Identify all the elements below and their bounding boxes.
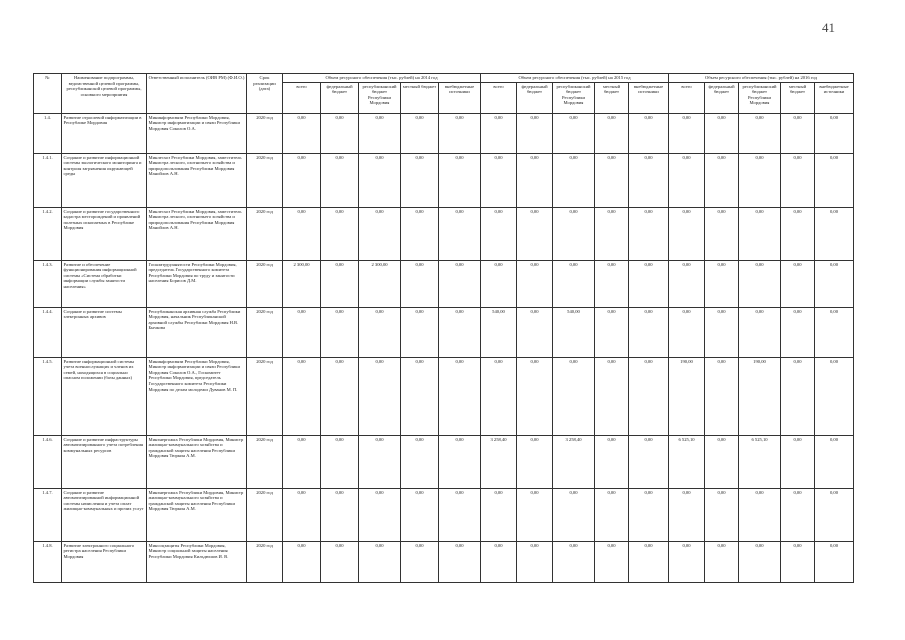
amount-cell: 0,00 xyxy=(739,541,781,582)
amount-cell: 0,00 xyxy=(517,357,553,435)
table-row xyxy=(34,260,854,307)
amount-cell: 0,00 xyxy=(669,153,705,207)
amount-cell: 0,00 xyxy=(705,488,739,541)
amount-cell: 0,00 xyxy=(517,153,553,207)
row-deadline: 2020 год xyxy=(247,488,283,541)
amount-cell: 0,00 xyxy=(815,260,854,307)
table-row xyxy=(34,435,854,488)
amount-cell: 0,00 xyxy=(359,153,401,207)
amount-cell: 0,00 xyxy=(705,307,739,357)
amount-cell: 0,00 xyxy=(669,307,705,357)
subheader-local: местный бюджет xyxy=(401,82,439,113)
amount-cell: 0,00 xyxy=(595,153,629,207)
amount-cell: 0,00 xyxy=(669,260,705,307)
amount-cell: 0,00 xyxy=(439,207,481,260)
header-2016: Объем ресурсного обеспечения (тыс. рублей) на 2016 год xyxy=(669,74,854,83)
amount-cell: 0,00 xyxy=(669,541,705,582)
row-responsible: Госкомтрудзанятости Республики Мордовия, председатель Государственного комитета Республики Мордовия по труду и занятости населения Борисов Д.М. xyxy=(147,260,247,307)
row-name: Создание и развитие автоматизированной информационной системы начисления и учета оплат жилищно-коммунальных и прочих услуг xyxy=(62,488,147,541)
row-code: 1.4.6. xyxy=(34,435,62,488)
subheader-republic: республиканский бюджет Республики Мордовия xyxy=(359,82,401,113)
row-code: 1.4.3. xyxy=(34,260,62,307)
amount-cell: 0,00 xyxy=(481,541,517,582)
amount-cell: 0,00 xyxy=(517,488,553,541)
amount-cell: 0,00 xyxy=(629,307,669,357)
amount-cell: 6 525,10 xyxy=(739,435,781,488)
amount-cell: 0,00 xyxy=(815,488,854,541)
amount-cell: 0,00 xyxy=(781,207,815,260)
amount-cell: 0,00 xyxy=(781,307,815,357)
row-deadline: 2020 год xyxy=(247,260,283,307)
subheader-local: местный бюджет xyxy=(595,82,629,113)
amount-cell: 0,00 xyxy=(439,260,481,307)
amount-cell: 0,00 xyxy=(359,357,401,435)
header-2014: Объем ресурсного обеспечения (тыс. рублей) на 2014 год xyxy=(283,74,481,83)
amount-cell: 0,00 xyxy=(283,488,321,541)
subheader-extrabudget: внебюджетные источники xyxy=(629,82,669,113)
amount-cell: 0,00 xyxy=(439,153,481,207)
subheader-federal: федеральный бюджет xyxy=(517,82,553,113)
row-responsible: Минэнергожкх Республики Мордовия, Министр жилищно-коммунального хозяйства и гражданской защиты населения Республики Мордовия Тюркин А.М. xyxy=(147,488,247,541)
amount-cell: 0,00 xyxy=(401,113,439,153)
subheader-republic: республиканский бюджет Республики Мордовия xyxy=(739,82,781,113)
amount-cell: 0,00 xyxy=(321,307,359,357)
row-name: Создание и развитие инфраструктуры автоматизированного учета потребления коммунальных ресурсов xyxy=(62,435,147,488)
header-name: Наименование подпрограммы, ведомственной целевой программы, республиканской целевой программы, основного мероприятия xyxy=(62,74,147,114)
amount-cell: 0,00 xyxy=(401,541,439,582)
amount-cell: 0,00 xyxy=(669,113,705,153)
table-row xyxy=(34,153,854,207)
table-body xyxy=(34,113,854,582)
amount-cell: 0,00 xyxy=(705,153,739,207)
amount-cell: 0,00 xyxy=(815,541,854,582)
amount-cell: 0,00 xyxy=(705,357,739,435)
amount-cell: 0,00 xyxy=(553,153,595,207)
subheader-local: местный бюджет xyxy=(781,82,815,113)
page-number: 41 xyxy=(822,20,835,35)
amount-cell: 0,00 xyxy=(739,488,781,541)
amount-cell: 0,00 xyxy=(815,207,854,260)
amount-cell: 190,00 xyxy=(739,357,781,435)
amount-cell: 0,00 xyxy=(359,488,401,541)
amount-cell: 0,00 xyxy=(781,153,815,207)
amount-cell: 0,00 xyxy=(359,113,401,153)
amount-cell: 0,00 xyxy=(815,435,854,488)
amount-cell: 0,00 xyxy=(283,207,321,260)
amount-cell: 0,00 xyxy=(321,357,359,435)
amount-cell: 3 258,40 xyxy=(481,435,517,488)
amount-cell: 0,00 xyxy=(739,260,781,307)
subheader-federal: федеральный бюджет xyxy=(705,82,739,113)
subheader-extrabudget: внебюджетные источники xyxy=(439,82,481,113)
amount-cell: 0,00 xyxy=(481,113,517,153)
amount-cell: 2 300,00 xyxy=(359,260,401,307)
amount-cell: 0,00 xyxy=(705,260,739,307)
amount-cell: 0,00 xyxy=(401,153,439,207)
amount-cell: 0,00 xyxy=(595,357,629,435)
amount-cell: 0,00 xyxy=(595,113,629,153)
row-code: 1.4.7. xyxy=(34,488,62,541)
row-name: Создание и развитие информационной системы экологического мониторинга и контроля загрязнения окружающей среды xyxy=(62,153,147,207)
amount-cell: 0,00 xyxy=(815,307,854,357)
amount-cell: 0,00 xyxy=(401,435,439,488)
row-code: 1.4.8. xyxy=(34,541,62,582)
row-name: Создание и развитие государственного кадастра месторождений и проявлений полезных ископаемых в Республике Мордовия xyxy=(62,207,147,260)
amount-cell: 0,00 xyxy=(669,207,705,260)
amount-cell: 0,00 xyxy=(781,357,815,435)
amount-cell: 0,00 xyxy=(553,488,595,541)
amount-cell: 0,00 xyxy=(629,207,669,260)
subheader-federal: федеральный бюджет xyxy=(321,82,359,113)
amount-cell: 0,00 xyxy=(283,541,321,582)
amount-cell: 0,00 xyxy=(401,207,439,260)
amount-cell: 0,00 xyxy=(401,488,439,541)
subheader-republic: республиканский бюджет Республики Мордовия xyxy=(553,82,595,113)
amount-cell: 0,00 xyxy=(553,207,595,260)
row-responsible: Минэнергожкх Республики Мордовия, Министр жилищно-коммунального хозяйства и гражданской защиты населения Республики Мордовия Тюркин А.М. xyxy=(147,435,247,488)
amount-cell: 0,00 xyxy=(739,307,781,357)
amount-cell: 0,00 xyxy=(781,435,815,488)
header-deadline: Срок реализации (дата) xyxy=(247,74,283,114)
amount-cell: 0,00 xyxy=(481,207,517,260)
amount-cell: 0,00 xyxy=(595,260,629,307)
subheader-total: всего xyxy=(481,82,517,113)
row-code: 1.4.1. xyxy=(34,153,62,207)
amount-cell: 540,00 xyxy=(553,307,595,357)
amount-cell: 190,00 xyxy=(669,357,705,435)
amount-cell: 0,00 xyxy=(439,435,481,488)
row-deadline: 2020 год xyxy=(247,541,283,582)
amount-cell: 0,00 xyxy=(283,357,321,435)
header-responsible: Ответственный исполнитель (ОИВ РМ) (Ф.И.О.) xyxy=(147,74,247,114)
header-2015: Объем ресурсного обеспечения (тыс. рублей) на 2015 год xyxy=(481,74,669,83)
amount-cell: 0,00 xyxy=(439,357,481,435)
row-name: Развитие и обеспечение функционирования информационной системы «Система обработки информации службы занятости населения» xyxy=(62,260,147,307)
amount-cell: 0,00 xyxy=(321,260,359,307)
amount-cell: 0,00 xyxy=(321,435,359,488)
amount-cell: 0,00 xyxy=(401,260,439,307)
row-code: 1.4.2. xyxy=(34,207,62,260)
table-row xyxy=(34,541,854,582)
subheader-total: всего xyxy=(669,82,705,113)
row-name: Создание и развитие системы электронных архивов xyxy=(62,307,147,357)
amount-cell: 540,00 xyxy=(481,307,517,357)
row-responsible: Республиканская архивная служба Республики Мордовия, начальник Республиканской архивной службы Республики Мордовия Н.В. Бычкова xyxy=(147,307,247,357)
amount-cell: 0,00 xyxy=(739,113,781,153)
amount-cell: 2 300,00 xyxy=(283,260,321,307)
amount-cell: 0,00 xyxy=(595,541,629,582)
amount-cell: 0,00 xyxy=(781,260,815,307)
amount-cell: 0,00 xyxy=(517,435,553,488)
header-row-groups xyxy=(34,74,854,83)
amount-cell: 0,00 xyxy=(359,435,401,488)
amount-cell: 0,00 xyxy=(283,113,321,153)
row-name: Развитие электронного социального регистра населения Республики Мордовия xyxy=(62,541,147,582)
amount-cell: 0,00 xyxy=(283,435,321,488)
amount-cell: 0,00 xyxy=(481,488,517,541)
row-deadline: 2020 год xyxy=(247,435,283,488)
amount-cell: 0,00 xyxy=(359,541,401,582)
amount-cell: 0,00 xyxy=(553,541,595,582)
amount-cell: 0,00 xyxy=(401,357,439,435)
row-deadline: 2020 год xyxy=(247,207,283,260)
amount-cell: 0,00 xyxy=(283,307,321,357)
amount-cell: 0,00 xyxy=(401,307,439,357)
amount-cell: 0,00 xyxy=(781,488,815,541)
budget-table xyxy=(33,73,854,583)
amount-cell: 0,00 xyxy=(781,541,815,582)
row-responsible: Мининформсвязи Республики Мордовия, Министр информатизации и связи Республики Мордовия Соколов О.А. xyxy=(147,113,247,153)
subheader-extrabudget: внебюджетные источники xyxy=(815,82,854,113)
amount-cell: 0,00 xyxy=(705,207,739,260)
amount-cell: 0,00 xyxy=(321,541,359,582)
amount-cell: 0,00 xyxy=(815,153,854,207)
subheader-total: всего xyxy=(283,82,321,113)
amount-cell: 0,00 xyxy=(629,357,669,435)
amount-cell: 0,00 xyxy=(781,113,815,153)
row-responsible: Минлесхоз Республики Мордовия, заместитель Министра лесного, охотничьего хозяйства и природопользования Республики Мордовия Манойлов А.Н. xyxy=(147,153,247,207)
table-row xyxy=(34,113,854,153)
amount-cell: 0,00 xyxy=(517,541,553,582)
amount-cell: 0,00 xyxy=(629,488,669,541)
amount-cell: 0,00 xyxy=(669,488,705,541)
amount-cell: 0,00 xyxy=(321,488,359,541)
amount-cell: 0,00 xyxy=(629,541,669,582)
amount-cell: 0,00 xyxy=(321,113,359,153)
amount-cell: 0,00 xyxy=(705,541,739,582)
amount-cell: 3 258,40 xyxy=(553,435,595,488)
amount-cell: 0,00 xyxy=(439,541,481,582)
row-name: Развитие отраслевой информатизации в Республике Мордовия xyxy=(62,113,147,153)
amount-cell: 0,00 xyxy=(595,307,629,357)
amount-cell: 0,00 xyxy=(517,207,553,260)
amount-cell: 0,00 xyxy=(595,207,629,260)
table-row xyxy=(34,488,854,541)
row-responsible: Минлесхоз Республики Мордовия, заместитель Министра лесного, охотничьего хозяйства и природопользования Республики Мордовия Манойлов А.Н. xyxy=(147,207,247,260)
amount-cell: 0,00 xyxy=(359,307,401,357)
amount-cell: 6 525,10 xyxy=(669,435,705,488)
table-row xyxy=(34,307,854,357)
row-code: 1.4.5. xyxy=(34,357,62,435)
amount-cell: 0,00 xyxy=(739,207,781,260)
amount-cell: 0,00 xyxy=(359,207,401,260)
amount-cell: 0,00 xyxy=(321,153,359,207)
amount-cell: 0,00 xyxy=(595,488,629,541)
amount-cell: 0,00 xyxy=(481,153,517,207)
amount-cell: 0,00 xyxy=(439,307,481,357)
amount-cell: 0,00 xyxy=(517,307,553,357)
amount-cell: 0,00 xyxy=(283,153,321,207)
row-name: Развитие информационной системы учета военнослужащих и членов их семей, находящихся в социально опасном положении (базы данных) xyxy=(62,357,147,435)
row-deadline: 2020 год xyxy=(247,307,283,357)
row-responsible: Минсоцзащиты Республики Мордовия, Министр социальной защиты населения Республики Мордовия Кильдюшов И. В. xyxy=(147,541,247,582)
amount-cell: 0,00 xyxy=(739,153,781,207)
row-deadline: 2020 год xyxy=(247,113,283,153)
row-code: 1.4. xyxy=(34,113,62,153)
amount-cell: 0,00 xyxy=(629,260,669,307)
amount-cell: 0,00 xyxy=(517,113,553,153)
row-deadline: 2020 год xyxy=(247,357,283,435)
amount-cell: 0,00 xyxy=(481,260,517,307)
amount-cell: 0,00 xyxy=(705,435,739,488)
amount-cell: 0,00 xyxy=(815,357,854,435)
amount-cell: 0,00 xyxy=(481,357,517,435)
amount-cell: 0,00 xyxy=(629,153,669,207)
amount-cell: 0,00 xyxy=(705,113,739,153)
amount-cell: 0,00 xyxy=(321,207,359,260)
amount-cell: 0,00 xyxy=(629,113,669,153)
amount-cell: 0,00 xyxy=(517,260,553,307)
row-deadline: 2020 год xyxy=(247,153,283,207)
table-row xyxy=(34,207,854,260)
amount-cell: 0,00 xyxy=(553,357,595,435)
header-no: № xyxy=(34,74,62,114)
row-responsible: Мининформсвязи Республики Мордовия, Министр информатизации и связи Республики Мордовия Соколов О.А., Госкомитет Республики Мордовия, председатель Государственного комитета Республики Мордовия по делам молодежи Дуванов М. П. xyxy=(147,357,247,435)
amount-cell: 0,00 xyxy=(439,488,481,541)
amount-cell: 0,00 xyxy=(553,260,595,307)
amount-cell: 0,00 xyxy=(629,435,669,488)
amount-cell: 0,00 xyxy=(815,113,854,153)
row-code: 1.4.4. xyxy=(34,307,62,357)
amount-cell: 0,00 xyxy=(595,435,629,488)
amount-cell: 0,00 xyxy=(553,113,595,153)
table-row xyxy=(34,357,854,435)
amount-cell: 0,00 xyxy=(439,113,481,153)
